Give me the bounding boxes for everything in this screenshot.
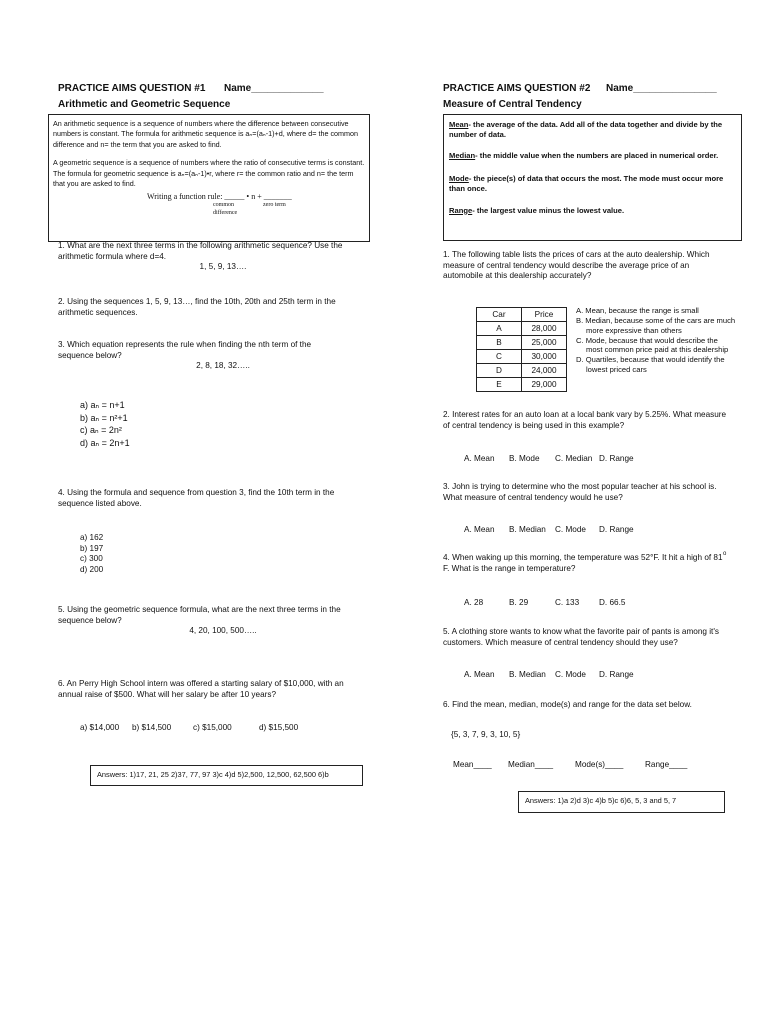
r-q5-option-b[interactable]: B. Median [509, 670, 546, 679]
r-q3-option-d[interactable]: D. Range [599, 525, 634, 534]
q1-sequence: 1, 5, 9, 13…. [199, 262, 247, 271]
rule-difference-label: difference [213, 209, 238, 216]
modes-blank[interactable]: Mode(s)____ [575, 760, 624, 769]
range-definition: Range- the largest value minus the lowest value. [449, 205, 625, 215]
left-question-1 [58, 241, 348, 273]
range-blank[interactable]: Range____ [645, 760, 688, 769]
right-question-2: 2. Interest rates for an auto loan at a local bank vary by 5.25%. What measure of central tendency is being used in this example? [443, 410, 727, 430]
left-question-3 [58, 340, 348, 372]
r-q4-option-c[interactable]: C. 133 [555, 598, 580, 607]
q3-sequence: 2, 8, 18, 32….. [196, 361, 250, 370]
right-question-4: 4. When waking up this morning, the temperature was 52°F. It hit a high of 81 F. What is the range in temperature? [443, 553, 723, 573]
table-header-row [477, 308, 567, 322]
left-question-6: 6. An Perry High School intern was offered a starting salary of $10,000, with an annual raise of $500. What will her salary be after 10 years? [58, 679, 344, 699]
r-q2-option-c[interactable]: C. Median [555, 454, 593, 463]
r-q2-option-d[interactable]: D. Range [599, 454, 634, 463]
q1-option-c[interactable]: C. Mode, because that would describe the most common price paid at this dealership [576, 335, 729, 355]
function-rule: Writing a function rule: _____ • n + _______ [147, 191, 292, 201]
left-question-2: 2. Using the sequences 1, 5, 9, 13…, find the 10th, 20th and 25th term in the arithmetic sequences. [58, 297, 336, 317]
r-q3-option-a[interactable]: A. Mean [464, 525, 495, 534]
q6-option-d[interactable]: d) $15,500 [259, 723, 299, 732]
right-question-3: 3. John is trying to determine who the most popular teacher at his school is. What measure of central tendency would he use? [443, 482, 717, 502]
right-question-6: 6. Find the mean, median, mode(s) and range for the data set below. [443, 700, 692, 709]
left-definition-box [48, 114, 370, 242]
right-question-1: 1. The following table lists the prices of cars at the auto dealership. Which measure of central tendency would describe the average price of an automobile at this dealership accurately? [443, 250, 710, 280]
q6-option-b[interactable]: b) $14,500 [132, 723, 172, 732]
q5-text: 5. Using the geometric sequence formula, what are the next three terms in the sequence below? [58, 605, 341, 625]
table-header-car: Car [477, 308, 522, 322]
q1-option-d[interactable]: D. Quartiles, because that would identify the lowest priced cars [576, 355, 725, 375]
q3-text: 3. Which equation represents the rule when finding the nth term of the sequence below? [58, 340, 312, 360]
r-q5-option-d[interactable]: D. Range [599, 670, 634, 679]
table-header-price: Price [522, 308, 567, 322]
q4-option-a[interactable]: a) 162 [80, 533, 104, 542]
q6-option-c[interactable]: c) $15,000 [193, 723, 232, 732]
right-subtitle: Measure of Central Tendency [443, 99, 582, 110]
q6-option-a[interactable]: a) $14,000 [80, 723, 120, 732]
geometric-definition: A geometric sequence is a sequence of numbers where the ratio of consecutive terms is constant. The formula for geometric sequence is aₙ=(aₙ-1)•r, where r= the common ratio and n= the term that you are asked to find. [53, 158, 365, 189]
left-question-4: 4. Using the formula and sequence from question 3, find the 10th term in the sequence listed above. [58, 488, 335, 508]
r-q5-option-a[interactable]: A. Mean [464, 670, 495, 679]
r-q4-option-b[interactable]: B. 29 [509, 598, 529, 607]
r-q4-option-a[interactable]: A. 28 [464, 598, 484, 607]
q3-option-d[interactable]: d) aₙ = 2n+1 [80, 437, 130, 448]
right-question-5: 5. A clothing store wants to know what the favorite pair of pants is among it's customers. Which measure of central tendency should they use? [443, 627, 719, 647]
degree-symbol: o [723, 551, 727, 557]
car-price-table [476, 307, 567, 392]
median-blank[interactable]: Median____ [508, 760, 554, 769]
r-q3-option-b[interactable]: B. Median [509, 525, 546, 534]
mode-definition: Mode- the piece(s) of data that occurs the most. The mode must occur more than once. [449, 174, 724, 193]
q3-option-a[interactable]: a) aₙ = n+1 [80, 400, 125, 410]
right-title: PRACTICE AIMS QUESTION #2 [443, 83, 591, 94]
left-title: PRACTICE AIMS QUESTION #1 [58, 83, 206, 94]
left-q4-options [80, 533, 103, 575]
r-q2-option-b[interactable]: B. Mode [509, 454, 540, 463]
q5-sequence: 4, 20, 100, 500….. [189, 626, 257, 635]
table-row: B 25,000 [477, 336, 567, 350]
q6-data-set: {5, 3, 7, 9, 3, 10, 5} [451, 730, 521, 739]
q1-text: 1. What are the next three terms in the following arithmetic sequence? Use the arithmetic formula where d=4. [58, 241, 343, 261]
r-q3-option-c[interactable]: C. Mode [555, 525, 586, 534]
left-subtitle: Arithmetic and Geometric Sequence [58, 99, 231, 110]
arithmetic-definition: An arithmetic sequence is a sequence of numbers where the difference between consecutive numbers is constant. The formula for arithmetic sequence is aₙ=(aₙ-1)+d, where d= the common difference and n= the term that you are asked to find. [53, 119, 359, 149]
r-q5-option-c[interactable]: C. Mode [555, 670, 586, 679]
right-definition-box [443, 114, 742, 241]
median-definition: Median- the middle value when the numbers are placed in numerical order. [449, 151, 719, 161]
left-q3-options [80, 399, 130, 449]
table-row: A 28,000 [477, 322, 567, 336]
r-q2-option-a[interactable]: A. Mean [464, 454, 495, 463]
q3-option-b[interactable]: b) aₙ = n²+1 [80, 412, 128, 423]
left-name-field: Name_____________ [224, 83, 324, 94]
q4-option-c[interactable]: c) 300 [80, 554, 103, 563]
table-row: E 29,000 [477, 378, 567, 392]
right-name-field: Name_______________ [606, 83, 717, 94]
table-row: C 30,000 [477, 350, 567, 364]
left-answers-box: Answers: 1)17, 21, 25 2)37, 77, 97 3)c 4)d 5)2,500, 12,500, 62,500 6)b [90, 765, 363, 786]
mean-blank[interactable]: Mean____ [453, 760, 492, 769]
q3-option-c[interactable]: c) aₙ = 2n² [80, 425, 122, 436]
right-q1-options [576, 306, 736, 375]
q4-option-b[interactable]: b) 197 [80, 543, 104, 553]
mean-definition: Mean- the average of the data. Add all of the data together and divide by the number of data. [449, 120, 723, 139]
r-q4-option-d[interactable]: D. 66.5 [599, 598, 626, 607]
q1-option-b[interactable]: B. Median, because some of the cars are much more expressive than others [576, 315, 736, 335]
right-answers-box: Answers: 1)a 2)d 3)c 4)b 5)c 6)6, 5, 3 and 5, 7 [518, 791, 725, 813]
left-question-5 [58, 605, 348, 637]
q4-option-d[interactable]: d) 200 [80, 564, 104, 574]
q1-option-a[interactable]: A. Mean, because the range is small [576, 306, 699, 315]
table-row: D 24,000 [477, 364, 567, 378]
rule-common-label: common [213, 201, 234, 208]
rule-zero-term-label: zero term [263, 201, 286, 208]
